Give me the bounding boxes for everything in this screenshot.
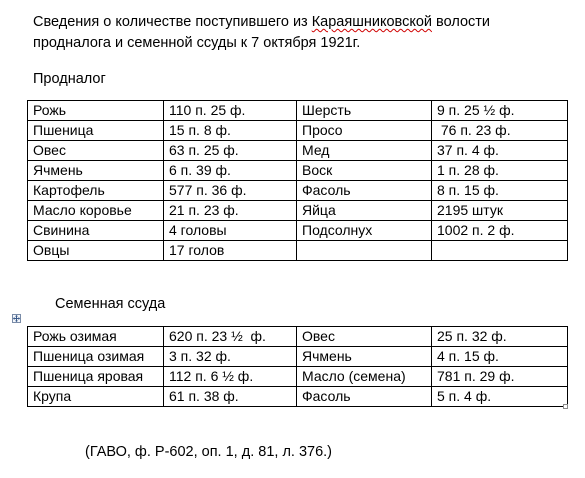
table-row xyxy=(28,367,568,387)
resize-handle-icon[interactable] xyxy=(563,404,568,409)
table-cell[interactable]: 5 п. 4 ф. xyxy=(432,387,568,407)
table-cell[interactable]: 112 п. 6 ½ ф. xyxy=(164,367,297,387)
table-cell[interactable]: 25 п. 32 ф. xyxy=(432,327,568,347)
table-row xyxy=(28,327,568,347)
table-cell[interactable]: 1002 п. 2 ф. xyxy=(432,221,568,241)
document-title xyxy=(33,12,553,54)
table-row xyxy=(28,121,568,141)
table-cell[interactable]: Свинина xyxy=(28,221,164,241)
table-cell[interactable]: 1 п. 28 ф. xyxy=(432,161,568,181)
table-cell[interactable]: 9 п. 25 ½ ф. xyxy=(432,101,568,121)
table-cell[interactable]: Крупа xyxy=(28,387,164,407)
table-row xyxy=(28,141,568,161)
table-row xyxy=(28,221,568,241)
table-cell[interactable]: 21 п. 23 ф. xyxy=(164,201,297,221)
table-cell[interactable]: Мед xyxy=(297,141,432,161)
table-row xyxy=(28,181,568,201)
table-cell[interactable]: Шерсть xyxy=(297,101,432,121)
table-cell[interactable]: Просо xyxy=(297,121,432,141)
table-cell[interactable]: 110 п. 25 ф. xyxy=(164,101,297,121)
table-cell[interactable]: Пшеница яровая xyxy=(28,367,164,387)
table-cell[interactable]: 4 головы xyxy=(164,221,297,241)
table-cell[interactable]: Яйца xyxy=(297,201,432,221)
table-cell[interactable]: Фасоль xyxy=(297,181,432,201)
title-part-2: волости продналога и семенной ссуды к 7 октября 1921г. xyxy=(33,14,490,51)
table-cell[interactable] xyxy=(432,241,568,261)
table-row xyxy=(28,347,568,367)
table-cell[interactable]: Овес xyxy=(28,141,164,161)
table-cell[interactable]: 4 п. 15 ф. xyxy=(432,347,568,367)
table-cell[interactable]: 781 п. 29 ф. xyxy=(432,367,568,387)
table-cell[interactable]: 620 п. 23 ½ ф. xyxy=(164,327,297,347)
table-row xyxy=(28,241,568,261)
table-cell[interactable]: Воск xyxy=(297,161,432,181)
table-cell[interactable]: Фасоль xyxy=(297,387,432,407)
table-cell[interactable]: 76 п. 23 ф. xyxy=(432,121,568,141)
table-cell[interactable]: Ячмень xyxy=(28,161,164,181)
table-cell[interactable]: 8 п. 15 ф. xyxy=(432,181,568,201)
table-cell[interactable]: Рожь xyxy=(28,101,164,121)
table-cell[interactable]: Масло коровье xyxy=(28,201,164,221)
table-cell[interactable] xyxy=(297,241,432,261)
table-row xyxy=(28,101,568,121)
spellcheck-flagged-word[interactable]: Караяшниковской xyxy=(311,14,432,30)
table-row xyxy=(28,201,568,221)
table-cell[interactable]: 2195 штук xyxy=(432,201,568,221)
table-cell[interactable]: 577 п. 36 ф. xyxy=(164,181,297,201)
table-cell[interactable]: Картофель xyxy=(28,181,164,201)
table-cell[interactable]: Овцы xyxy=(28,241,164,261)
title-part-1: Сведения о количестве поступившего из xyxy=(33,14,312,30)
section-label-prodnalog: Продналог xyxy=(33,71,106,87)
table-row xyxy=(28,161,568,181)
table-cell[interactable]: Пшеница xyxy=(28,121,164,141)
table-cell[interactable]: 37 п. 4 ф. xyxy=(432,141,568,161)
seed-loan-table xyxy=(27,326,568,407)
section-label-seed-loan: Семенная ссуда xyxy=(55,296,166,312)
table-cell[interactable]: 3 п. 32 ф. xyxy=(164,347,297,367)
prodnalog-table xyxy=(27,100,568,261)
table-cell[interactable]: Овес xyxy=(297,327,432,347)
table-cell[interactable]: Масло (семена) xyxy=(297,367,432,387)
table-cell[interactable]: 63 п. 25 ф. xyxy=(164,141,297,161)
table-cell[interactable]: 6 п. 39 ф. xyxy=(164,161,297,181)
table-cell[interactable]: Пшеница озимая xyxy=(28,347,164,367)
table-row xyxy=(28,387,568,407)
table-cell[interactable]: 61 п. 38 ф. xyxy=(164,387,297,407)
table-cell[interactable]: Рожь озимая xyxy=(28,327,164,347)
table-cell[interactable]: Подсолнух xyxy=(297,221,432,241)
table-cell[interactable]: 15 п. 8 ф. xyxy=(164,121,297,141)
table-cell[interactable]: 17 голов xyxy=(164,241,297,261)
four-way-arrow-icon[interactable] xyxy=(12,314,21,323)
table-cell[interactable]: Ячмень xyxy=(297,347,432,367)
archive-source-reference: (ГАВО, ф. Р-602, оп. 1, д. 81, л. 376.) xyxy=(85,444,333,460)
